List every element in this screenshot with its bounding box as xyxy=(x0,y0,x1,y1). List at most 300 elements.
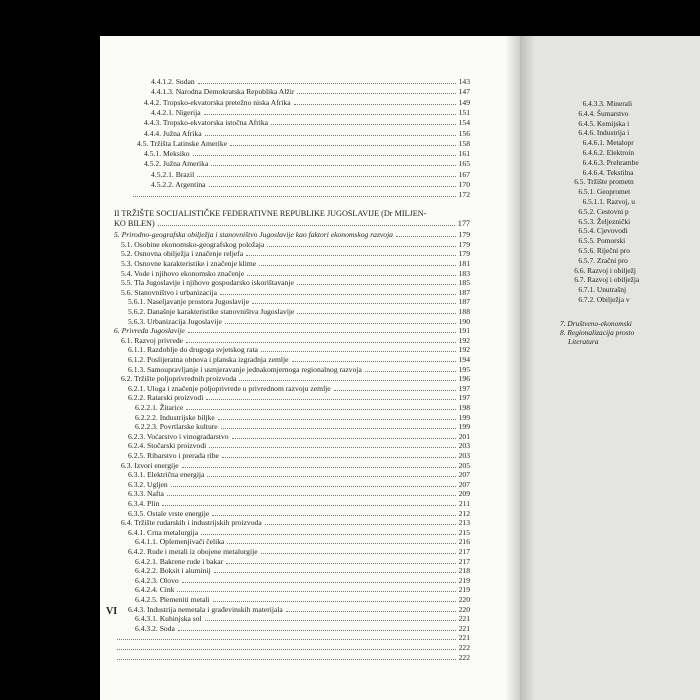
left-page xyxy=(100,36,520,700)
toc-entry-title: Narodna Demokratska Republika Alžir xyxy=(175,87,295,97)
toc-row-cropped xyxy=(560,319,632,328)
toc-entry-number: 6.4.6.2. xyxy=(582,148,605,157)
toc-row-cropped xyxy=(578,246,630,255)
toc-page-number: 199 xyxy=(458,422,470,432)
toc-entry-label xyxy=(114,307,294,316)
toc-entry-number: 6.3. xyxy=(121,460,133,470)
toc-entry-title: Ratarski proizvodi xyxy=(147,393,204,403)
toc-page-number: 213 xyxy=(458,518,470,528)
section-heading: II TRŽIŠTE SOCIJALISTIČKE FEDERATIVNE REPUBLIKE JUGOSLAVIJE (Dr MILJEN- xyxy=(114,208,427,218)
toc-page-number: 190 xyxy=(458,316,470,326)
toc-entry-title: Ribarstvo i prerada ribe xyxy=(147,450,219,460)
toc-leader-dots xyxy=(186,409,455,410)
toc-entry-number: 4.4.3. xyxy=(144,118,162,128)
toc-entry-label xyxy=(130,159,208,168)
toc-entry-title: Cjevovodi xyxy=(596,226,628,236)
toc-entry-number: 6.2.2. xyxy=(128,393,146,403)
toc-leader-dots xyxy=(209,447,455,448)
toc-entry-number: 6.7. xyxy=(574,275,586,285)
toc-row xyxy=(114,413,470,422)
toc-leader-dots xyxy=(207,476,455,477)
toc-entry-number: 6.4. xyxy=(121,518,133,528)
toc-entry-number: 6.4.6.4. xyxy=(582,167,605,177)
toc-leader-dots xyxy=(221,428,456,429)
toc-entry-title: Metalopr xyxy=(606,138,634,148)
toc-entry-number: 6.4.3. xyxy=(128,604,146,614)
section-heading-cont: KO BILEN) xyxy=(114,219,155,229)
toc-entry-number: 5.6.3. xyxy=(128,316,146,326)
toc-row xyxy=(114,355,470,364)
toc-leader-dots xyxy=(261,553,456,554)
toc-entry-number: 6.4.2.3. xyxy=(135,575,158,585)
toc-leader-dots xyxy=(286,611,456,612)
toc-page-number: 198 xyxy=(458,402,470,412)
toc-entry-number: 6.3.1. xyxy=(128,470,146,480)
toc-entry-label xyxy=(114,624,175,633)
toc-entry-title: Industrija nemetala i građevinskih materijala xyxy=(147,604,283,614)
toc-entry-title: Boksit i aluminij xyxy=(159,566,211,576)
toc-row-cropped xyxy=(578,256,627,265)
toc-leader-dots xyxy=(247,275,456,276)
toc-entry-number: 6.3.3. xyxy=(128,489,146,499)
toc-leader-dots xyxy=(214,572,456,573)
toc-entry-title: Rude i metali iz obojene metalurgije xyxy=(147,546,258,556)
toc-leader-dots xyxy=(239,380,455,381)
toc-entry-label xyxy=(114,326,185,335)
toc-entry-title: Ostale vrste energije xyxy=(147,508,210,518)
toc-leader-dots xyxy=(265,524,456,525)
toc-entry-title: Nafta xyxy=(147,489,164,499)
toc-row xyxy=(130,149,470,158)
toc-row xyxy=(130,190,470,199)
toc-row xyxy=(114,451,470,460)
toc-entry-number: 6.4.1.1. xyxy=(135,537,158,547)
toc-row-cropped xyxy=(568,337,598,346)
toc-entry-number: 5.6.2. xyxy=(128,306,146,316)
toc-leader-dots xyxy=(271,124,456,125)
toc-row xyxy=(114,307,470,316)
toc-page-number: 192 xyxy=(458,345,470,355)
toc-entry-title: Oplemenjivači čelika xyxy=(159,537,225,547)
toc-entry-number: 6.5.1. xyxy=(578,187,596,197)
toc-leader-dots xyxy=(162,505,456,506)
toc-row xyxy=(114,614,470,623)
toc-leader-dots xyxy=(117,659,456,660)
toc-page-number: 187 xyxy=(458,297,470,307)
toc-page-number: 177 xyxy=(457,219,470,229)
toc-entry-title: Cestovni p xyxy=(596,206,629,216)
toc-entry-title: Zračni pro xyxy=(596,255,628,265)
toc-entry-title: Šumarstvo xyxy=(596,108,629,118)
toc-entry-title: Nigerija xyxy=(175,107,201,117)
toc-leader-dots xyxy=(193,155,456,156)
toc-entry-label xyxy=(114,528,198,537)
toc-page-number: 170 xyxy=(458,180,470,189)
toc-entry-label xyxy=(114,480,168,489)
toc-entry-title: Električna energija xyxy=(147,470,205,480)
toc-leader-dots xyxy=(222,457,456,458)
toc-page-number: 207 xyxy=(458,479,470,489)
right-page xyxy=(520,36,700,700)
toc-entry-number: 6.4.6. xyxy=(578,128,596,138)
toc-row xyxy=(114,547,470,556)
toc-leader-dots xyxy=(297,284,456,285)
toc-entry-label xyxy=(130,149,190,158)
toc-row xyxy=(114,528,470,537)
toc-entry-number: 6. xyxy=(114,326,120,336)
toc-page-number: 143 xyxy=(458,77,470,86)
toc-entry-number: 4.5.2.2. xyxy=(151,180,174,189)
toc-entry-number: 6.2.4. xyxy=(128,441,146,451)
toc-entry-title: Tla Jugoslavije i njihovo gospodarsko iskorištavanje xyxy=(134,278,294,288)
toc-leader-dots xyxy=(133,196,456,197)
toc-entry-title: Razvoj i obilježj xyxy=(587,265,636,275)
toc-row xyxy=(114,489,470,498)
toc-row-cropped xyxy=(574,266,636,275)
toc-row xyxy=(114,326,470,335)
toc-entry-number: 6.4.2.1. xyxy=(135,556,158,566)
toc-row xyxy=(114,365,470,374)
toc-entry-number: 6.1. xyxy=(121,335,133,345)
toc-row xyxy=(114,230,470,239)
toc-entry-title: Kuhinjska sol xyxy=(159,614,202,624)
toc-page-number: 197 xyxy=(458,393,470,403)
toc-entry-title: Crna metalurgija xyxy=(147,527,199,537)
toc-page-number: 212 xyxy=(458,508,470,518)
toc-row-cropped xyxy=(578,128,629,137)
toc-entry-title: Minerali xyxy=(606,99,633,108)
toc-entry-title: Meksiko xyxy=(163,149,190,159)
toc-row xyxy=(114,374,470,383)
toc-page-number: 217 xyxy=(458,556,470,566)
toc-entry-number: 6.4.1. xyxy=(128,527,146,537)
toc-row xyxy=(130,98,470,107)
section-heading-row xyxy=(114,219,470,228)
toc-entry-number: 4.5. xyxy=(137,138,149,148)
toc-page-number: 151 xyxy=(458,107,470,117)
toc-entry-label xyxy=(130,139,227,148)
toc-row xyxy=(114,240,470,249)
toc-entry-title: Tržište poljoprivrednih proizvoda xyxy=(134,374,237,384)
toc-entry-number: 6.4.2.2. xyxy=(135,566,158,576)
toc-leader-dots xyxy=(171,486,456,487)
toc-entry-title: Olovo xyxy=(159,575,179,585)
toc-row xyxy=(114,441,470,450)
toc-page-number: 179 xyxy=(458,230,470,240)
toc-entry-label xyxy=(114,288,217,297)
toc-entry-title: Pomorski xyxy=(596,236,626,246)
toc-leader-dots xyxy=(158,225,455,226)
toc-entry-label xyxy=(114,259,256,268)
toc-entry-title: Prirodno-geografska obilježja i stanovništvo Jugoslavije kao faktori ekonomskog razvoja xyxy=(121,230,393,240)
toc-entry-title: Ugljen xyxy=(147,479,168,489)
toc-entry-title: Industrija i xyxy=(596,128,630,138)
toc-leader-dots xyxy=(252,303,456,304)
toc-entry-title: Riječni pro xyxy=(596,246,630,255)
toc-entry-number: 4.4.1.2. xyxy=(151,77,174,86)
toc-leader-dots xyxy=(211,165,455,166)
toc-entry-label xyxy=(130,108,201,117)
toc-entry-label xyxy=(114,614,202,623)
toc-entry-number: 6.4.3.1. xyxy=(135,614,158,624)
toc-leader-dots xyxy=(198,83,456,84)
toc-leader-dots xyxy=(294,104,456,105)
toc-entry-label xyxy=(114,509,209,518)
toc-entry-label xyxy=(114,384,331,393)
toc-row-cropped xyxy=(578,119,629,128)
toc-entry-title: Regionalizacija prosto xyxy=(567,328,635,337)
toc-entry-title: Geopromet xyxy=(596,187,631,197)
toc-entry-title: Industrijske biljke xyxy=(159,412,215,422)
toc-entry-number: 6.4.6.3. xyxy=(582,157,605,167)
toc-entry-title: Literatura xyxy=(568,337,599,347)
toc-row xyxy=(130,159,470,168)
toc-entry-number: 6.6. xyxy=(574,265,586,275)
toc-leader-dots xyxy=(334,390,456,391)
toc-entry-title: Samoupravljanje i usmjeravanje jednakomjernoga regionalnog razvoja xyxy=(147,364,362,374)
toc-entry-label xyxy=(114,278,294,287)
toc-row xyxy=(114,633,470,642)
toc-entry-title: Kemijska i xyxy=(596,118,630,128)
toc-entry-number: 6.4.4. xyxy=(578,108,596,118)
toc-page-number: 187 xyxy=(458,287,470,297)
toc-entry-title: Poslijeratna obnova i planska izgradnja zemlje xyxy=(147,354,289,364)
toc-row-cropped xyxy=(578,217,630,226)
toc-entry-label xyxy=(114,355,289,364)
toc-page-number: 199 xyxy=(458,412,470,422)
toc-page-number: 179 xyxy=(458,249,470,259)
toc-entry-title: Naseljavanje prostora Jugoslavije xyxy=(147,297,250,307)
toc-page-number: 207 xyxy=(458,470,470,480)
toc-entry-number: 4.4.2.1. xyxy=(151,107,174,117)
toc-entry-label xyxy=(114,230,393,239)
toc-entry-label xyxy=(114,576,179,585)
toc-entry-label xyxy=(114,240,264,249)
toc-entry-title: Bakrene rude i bakar xyxy=(159,556,224,566)
toc-entry-label xyxy=(130,170,194,179)
toc-entry-label xyxy=(114,269,244,278)
toc-row xyxy=(114,499,470,508)
toc-row-cropped xyxy=(560,328,634,337)
toc-entry-label xyxy=(114,336,183,345)
toc-leader-dots xyxy=(178,630,456,631)
toc-page-number: 217 xyxy=(458,546,470,556)
toc-row-cropped xyxy=(583,148,635,157)
toc-entry-label xyxy=(114,547,258,556)
toc-row xyxy=(114,509,470,518)
toc-page-number: 220 xyxy=(458,594,470,604)
toc-leader-dots xyxy=(297,93,455,94)
toc-entry-title: Osnovne karakteristike i značenje klime xyxy=(134,258,257,268)
toc-entry-title: Povrtlarske kulture xyxy=(159,422,218,432)
toc-row-cropped xyxy=(578,109,628,118)
toc-page-number: 149 xyxy=(458,97,470,107)
toc-entry-label xyxy=(114,365,362,374)
toc-row xyxy=(130,77,470,86)
page-folio: VI xyxy=(106,606,118,617)
toc-entry-title: Južna Amerika xyxy=(163,159,209,169)
toc-entry-number: 5.3. xyxy=(121,258,133,268)
toc-entry-label xyxy=(114,441,206,450)
toc-leader-dots xyxy=(396,236,456,237)
toc-entry-label xyxy=(114,432,229,441)
toc-entry-label xyxy=(114,393,203,402)
toc-entry-title: Stanovništvo i urbanizacija xyxy=(134,287,217,297)
toc-page-number: 221 xyxy=(458,614,470,624)
toc-leader-dots xyxy=(218,419,456,420)
toc-entry-title: Elektroin xyxy=(606,148,635,157)
toc-leader-dots xyxy=(204,114,456,115)
toc-row xyxy=(114,537,470,546)
toc-page-number: 196 xyxy=(458,374,470,384)
toc-leader-dots xyxy=(117,639,456,640)
toc-row xyxy=(114,422,470,431)
toc-page-number: 222 xyxy=(458,642,470,652)
toc-leader-dots xyxy=(213,601,456,602)
toc-entry-number: 6.4.5. xyxy=(578,118,596,128)
toc-entry-label xyxy=(130,87,294,96)
toc-page-number: 215 xyxy=(458,527,470,537)
toc-row xyxy=(114,470,470,479)
toc-row xyxy=(114,653,470,662)
toc-page-number: 156 xyxy=(458,128,470,138)
toc-entry-title: Željeznički xyxy=(596,216,631,226)
toc-row xyxy=(114,259,470,268)
toc-row xyxy=(114,249,470,258)
toc-page-number: 147 xyxy=(458,87,470,97)
toc-entry-number: 6.4.2.5. xyxy=(135,594,158,604)
toc-leader-dots xyxy=(177,591,455,592)
toc-page-number: 209 xyxy=(458,489,470,499)
toc-row-cropped xyxy=(578,207,628,216)
toc-page-number: 188 xyxy=(458,306,470,316)
toc-entry-number: 5.6.1. xyxy=(128,297,146,307)
toc-page-number: 194 xyxy=(458,354,470,364)
toc-row xyxy=(114,432,470,441)
toc-entry-number: 6.4.3.3. xyxy=(582,99,605,108)
toc-entry-number: 5.2. xyxy=(121,249,133,259)
toc-entry-number: 4.5.1. xyxy=(144,149,162,159)
toc-page-number: 183 xyxy=(458,268,470,278)
toc-leader-dots xyxy=(230,145,456,146)
toc-entry-number: 6.2.3. xyxy=(128,431,146,441)
toc-row xyxy=(114,461,470,470)
toc-page-number: 197 xyxy=(458,383,470,393)
toc-entry-label xyxy=(114,537,224,546)
toc-row xyxy=(114,576,470,585)
toc-leader-dots xyxy=(246,255,456,256)
toc-entry-title: Prehrambe xyxy=(606,157,639,167)
toc-entry-label xyxy=(114,566,211,575)
toc-entry-number: 6.7.1. xyxy=(578,285,596,295)
toc-row xyxy=(114,595,470,604)
toc-row-cropped xyxy=(578,295,629,304)
toc-entry-title: Plin xyxy=(147,498,160,508)
toc-entry-title: Tropsko-ekvatorska pretežno niska Afrika xyxy=(162,97,291,107)
toc-page-number: 179 xyxy=(458,239,470,249)
toc-row-cropped xyxy=(583,197,635,206)
toc-entry-title: Razvoj privrede xyxy=(134,335,184,345)
toc-entry-title: Urbanizacija Jugoslavije xyxy=(147,316,222,326)
toc-entry-label xyxy=(114,470,204,479)
toc-row xyxy=(114,624,470,633)
toc-row xyxy=(114,269,470,278)
toc-entry-number: 6.3.2. xyxy=(128,479,146,489)
toc-entry-label xyxy=(114,557,223,566)
toc-entry-label xyxy=(114,461,179,470)
toc-row xyxy=(130,139,470,148)
toc-row xyxy=(130,118,470,127)
toc-row xyxy=(114,566,470,575)
toc-entry-number: 4.4.1.3. xyxy=(151,87,174,97)
toc-leader-dots xyxy=(205,620,456,621)
toc-page-number: 192 xyxy=(458,335,470,345)
toc-leader-dots xyxy=(365,371,456,372)
toc-row xyxy=(114,345,470,354)
toc-row xyxy=(114,278,470,287)
toc-row-cropped xyxy=(583,158,639,167)
toc-entry-title: Tržišta Latinske Amerike xyxy=(150,138,228,148)
toc-page-number: 167 xyxy=(458,169,470,179)
toc-entry-title: Razvoj, u xyxy=(606,197,635,206)
toc-row-cropped xyxy=(578,236,625,245)
toc-entry-title: Argentina xyxy=(175,180,206,189)
toc-leader-dots xyxy=(259,265,455,266)
toc-page-number: 203 xyxy=(458,450,470,460)
toc-entry-title: Razdoblje do drugoga svjetskog rata xyxy=(147,345,258,355)
toc-leader-dots xyxy=(212,515,455,516)
toc-entry-number: 6.5.5. xyxy=(578,236,596,246)
toc-row-cropped xyxy=(583,99,632,108)
toc-entry-label xyxy=(114,605,283,614)
toc-page-number: 219 xyxy=(458,575,470,585)
toc-page-number: 161 xyxy=(458,149,470,159)
toc-entry-number: 6.1.1. xyxy=(128,345,146,355)
toc-row xyxy=(130,87,470,96)
toc-row xyxy=(130,108,470,117)
toc-entry-label xyxy=(114,413,215,422)
toc-page-number: 201 xyxy=(458,431,470,441)
toc-entry-number: 6.5.3. xyxy=(578,216,596,226)
toc-page-number: 203 xyxy=(458,441,470,451)
toc-row xyxy=(130,180,470,189)
toc-row xyxy=(114,384,470,393)
toc-entry-title: Tržište prometn xyxy=(587,177,634,187)
toc-leader-dots xyxy=(182,582,456,583)
toc-leader-dots xyxy=(292,361,456,362)
toc-entry-number: 4.4.4. xyxy=(144,128,162,138)
toc-row xyxy=(114,317,470,326)
toc-leader-dots xyxy=(232,438,456,439)
toc-leader-dots xyxy=(227,543,455,544)
toc-leader-dots xyxy=(186,342,456,343)
toc-page-number: 218 xyxy=(458,566,470,576)
toc-entry-title: Žitarice xyxy=(159,402,184,412)
toc-page-number: 221 xyxy=(458,623,470,633)
toc-row xyxy=(114,288,470,297)
toc-entry-number: 6.4.3.2. xyxy=(135,623,158,633)
toc-leader-dots xyxy=(297,313,455,314)
toc-row-cropped xyxy=(578,187,630,196)
toc-entry-label xyxy=(114,297,249,306)
toc-entry-title: Tržište rudarskih i industrijskih proizvoda xyxy=(134,518,262,528)
toc-entry-label xyxy=(114,249,243,258)
toc-row xyxy=(130,170,470,179)
toc-leader-dots xyxy=(206,399,455,400)
toc-entry-number: 6.4.6.1. xyxy=(582,138,605,148)
toc-page-number: 181 xyxy=(458,258,470,268)
toc-entry-number: 6.3.5. xyxy=(128,508,146,518)
